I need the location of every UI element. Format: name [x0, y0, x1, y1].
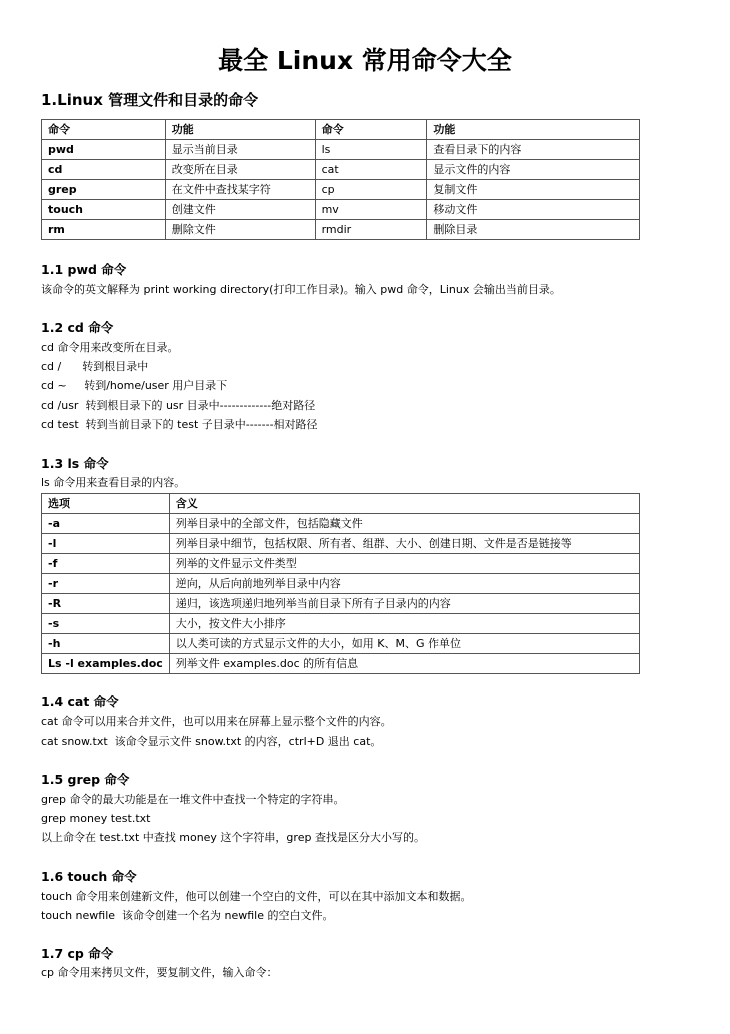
table-row: [42, 200, 640, 220]
option-cell: -h: [42, 634, 170, 654]
option-cell: -a: [42, 514, 170, 534]
option-cell: -s: [42, 614, 170, 634]
table-row: [42, 614, 640, 634]
column-header: 命令: [315, 120, 427, 140]
meaning-cell: 列举目录中的全部文件，包括隐藏文件: [169, 514, 639, 534]
column-header: 功能: [427, 120, 640, 140]
page-title: 最全 Linux 常用命令大全: [218, 46, 512, 75]
pwd-heading: 1.1 pwd 命令: [41, 262, 127, 277]
meaning-cell: 列举文件 examples.doc 的所有信息: [169, 654, 639, 674]
table-row: [42, 220, 640, 240]
command-cell: touch: [42, 200, 166, 220]
cd-line: cd test 转到当前目录下的 test 子目录中-------相对路径: [41, 418, 318, 431]
function-cell: 查看目录下的内容: [427, 140, 640, 160]
function-cell: 删除文件: [165, 220, 315, 240]
cd-line: cd /usr 转到根目录下的 usr 目录中-------------绝对路径: [41, 399, 316, 412]
function-cell: 改变所在目录: [165, 160, 315, 180]
function-cell: 复制文件: [427, 180, 640, 200]
table-row: [42, 654, 640, 674]
ls-options-table: [41, 493, 640, 674]
touch-line: touch newfile 该命令创建一个名为 newfile 的空白文件。: [41, 909, 334, 922]
grep-line: 以上命令在 test.txt 中查找 money 这个字符串，grep 查找是区分大小写的。: [41, 831, 425, 844]
meaning-cell: 递归，该选项递归地列举当前目录下所有子目录内的内容: [169, 594, 639, 614]
grep-line: grep money test.txt: [41, 812, 151, 825]
function-cell: 显示当前目录: [165, 140, 315, 160]
table-header-row: [42, 494, 640, 514]
option-cell: -l: [42, 534, 170, 554]
command-cell: rm: [42, 220, 166, 240]
section-heading-linux-commands: 1.Linux 管理文件和目录的命令: [41, 91, 259, 109]
cd-heading: 1.2 cd 命令: [41, 320, 114, 335]
table-row: [42, 514, 640, 534]
function-cell: 删除目录: [427, 220, 640, 240]
table-row: [42, 180, 640, 200]
function-cell: 在文件中查找某字符: [165, 180, 315, 200]
meaning-cell: 以人类可读的方式显示文件的大小，如用 K、M、G 作单位: [169, 634, 639, 654]
command-cell: cd: [42, 160, 166, 180]
command-cell: rmdir: [315, 220, 427, 240]
column-header: 功能: [165, 120, 315, 140]
table-row: [42, 534, 640, 554]
command-cell: pwd: [42, 140, 166, 160]
option-cell: -f: [42, 554, 170, 574]
cd-line: cd / 转到根目录中: [41, 360, 149, 373]
meaning-cell: 逆向，从后向前地列举目录中内容: [169, 574, 639, 594]
table-row: [42, 594, 640, 614]
function-cell: 移动文件: [427, 200, 640, 220]
grep-heading: 1.5 grep 命令: [41, 772, 130, 787]
ls-intro: ls 命令用来查看目录的内容。: [41, 476, 186, 489]
touch-line: touch 命令用来创建新文件，他可以创建一个空白的文件，可以在其中添加文本和数据。: [41, 890, 472, 903]
table-row: [42, 634, 640, 654]
column-header: 含义: [169, 494, 639, 514]
command-cell: cat: [315, 160, 427, 180]
table-row: [42, 140, 640, 160]
touch-heading: 1.6 touch 命令: [41, 869, 137, 884]
option-cell: -R: [42, 594, 170, 614]
command-cell: grep: [42, 180, 166, 200]
meaning-cell: 列举的文件显示文件类型: [169, 554, 639, 574]
table-row: [42, 574, 640, 594]
function-cell: 显示文件的内容: [427, 160, 640, 180]
command-cell: ls: [315, 140, 427, 160]
function-cell: 创建文件: [165, 200, 315, 220]
column-header: 命令: [42, 120, 166, 140]
table-row: [42, 160, 640, 180]
cd-line: cd 命令用来改变所在目录。: [41, 341, 179, 354]
cd-line: cd ~ 转到/home/user 用户目录下: [41, 379, 228, 392]
pwd-description: 该命令的英文解释为 print working directory(打印工作目录)。输入 pwd 命令，Linux 会输出当前目录。: [41, 283, 561, 296]
column-header: 选项: [42, 494, 170, 514]
cp-heading: 1.7 cp 命令: [41, 946, 114, 961]
ls-heading: 1.3 ls 命令: [41, 456, 109, 471]
command-cell: cp: [315, 180, 427, 200]
command-overview-table: [41, 119, 640, 240]
cp-line: cp 命令用来拷贝文件，要复制文件，输入命令：: [41, 966, 278, 979]
table-header-row: [42, 120, 640, 140]
cat-heading: 1.4 cat 命令: [41, 694, 119, 709]
cat-line: cat snow.txt 该命令显示文件 snow.txt 的内容，ctrl+D 退出 cat。: [41, 735, 382, 748]
cat-line: cat 命令可以用来合并文件，也可以用来在屏幕上显示整个文件的内容。: [41, 715, 392, 728]
option-cell: Ls -l examples.doc: [42, 654, 170, 674]
table-row: [42, 554, 640, 574]
grep-line: grep 命令的最大功能是在一堆文件中查找一个特定的字符串。: [41, 793, 345, 806]
option-cell: -r: [42, 574, 170, 594]
meaning-cell: 大小，按文件大小排序: [169, 614, 639, 634]
meaning-cell: 列举目录中细节，包括权限、所有者、组群、大小、创建日期、文件是否是链接等: [169, 534, 639, 554]
command-cell: mv: [315, 200, 427, 220]
